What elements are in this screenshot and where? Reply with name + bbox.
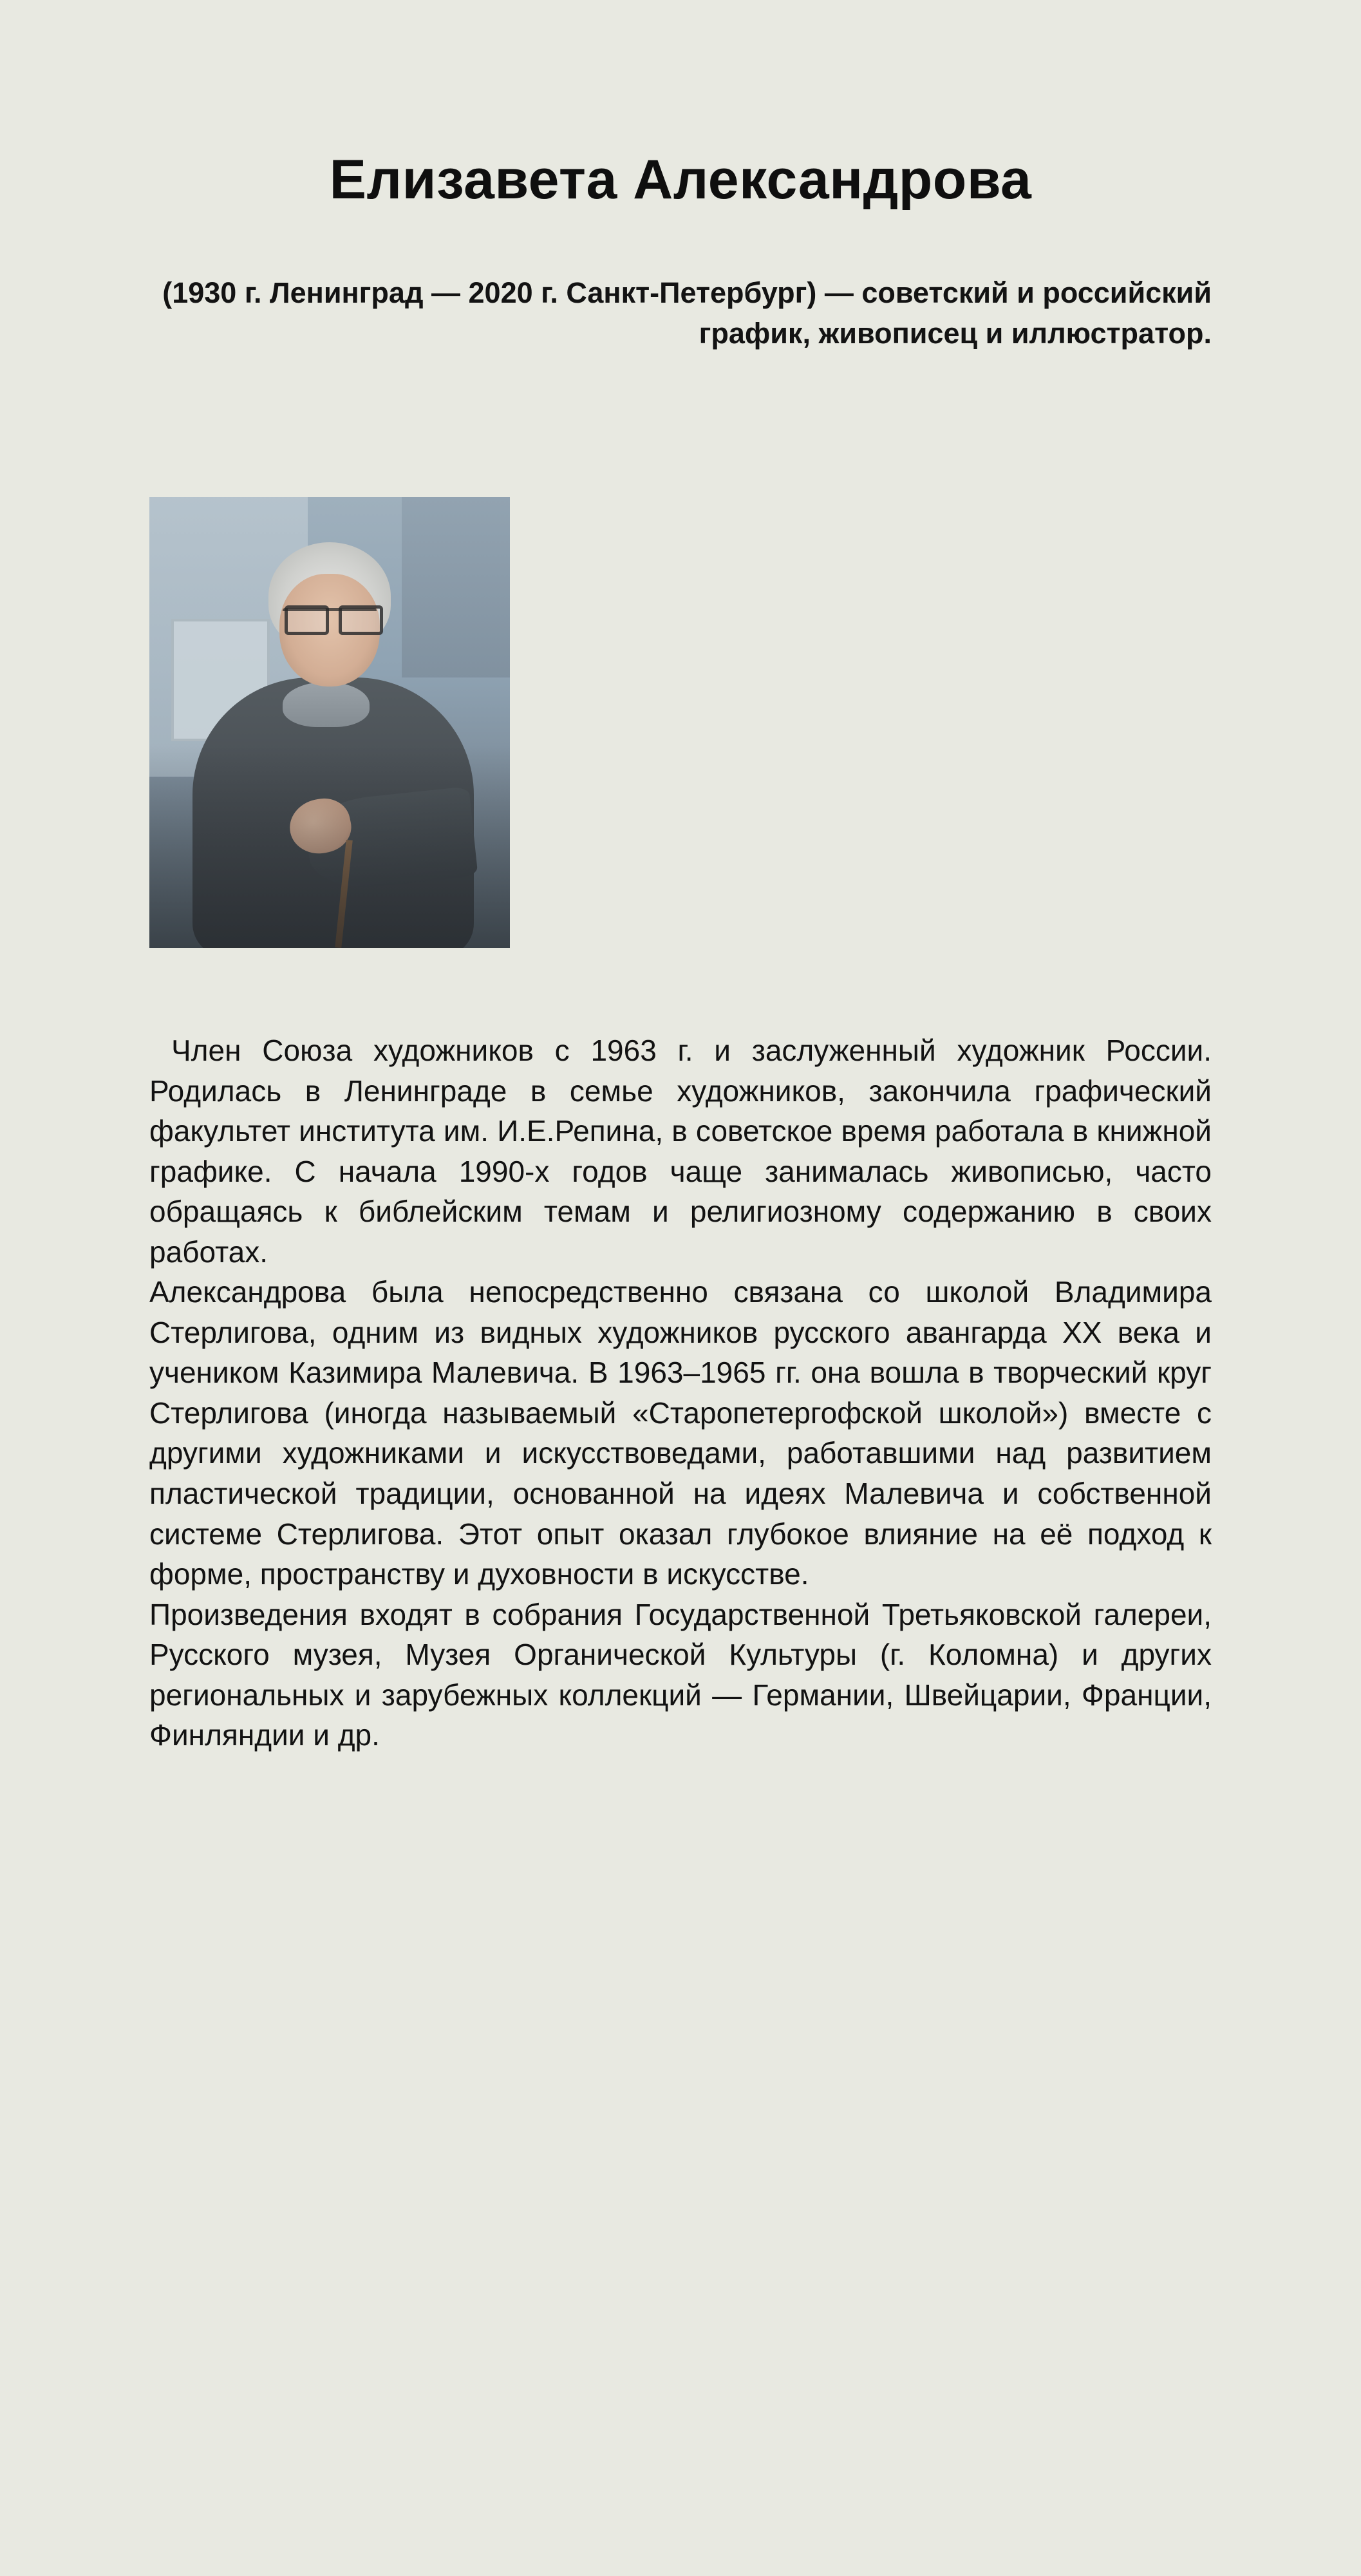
page-title: Елизавета Александрова [329, 149, 1032, 211]
biography-paragraph: Член Союза художников с 1963 г. и заслуженный художник России. Родилась в Ленинграде в семье художников, закончила графический факультет института им. И.Е.Репина, в советское время работала в книжной графике. С начала 1990-х годов чаще занималась живописью, часто обращаясь к библейским темам и религиозному содержанию в своих работах. [149, 1034, 1212, 1269]
photo-vignette [149, 745, 510, 948]
portrait-figure [149, 497, 510, 948]
photo-collar [283, 682, 369, 727]
page-subtitle: (1930 г. Ленинград — 2020 г. Санкт-Петербург) — советский и российский график, живописец и иллюстратор. [162, 276, 1212, 350]
biography-paragraph: Александрова была непосредственно связана со школой Владимира Стерлигова, одним из видных художников русского авангарда XX века и учеником Казимира Малевича. В 1963–1965 гг. она вошла в творческий круг Стерлигова (иногда называемый «Старопетергофской школой») вместе с другими художниками и искусствоведами, работавшими над развитием пластической традиции, основанной на идеях Малевича и собственной системе Стерлигова. Этот опыт оказал глубокое влияние на её подход к форме, пространству и духовности в искусстве. [149, 1275, 1212, 1591]
biography-text [149, 1030, 1212, 1756]
biography-paragraph: Произведения входят в собрания Государственной Третьяковской галереи, Русского музея, Музея Органической Культуры (г. Коломна) и других региональных и зарубежных коллекций — Германии, Швейцарии, Франции, Финляндии и др. [149, 1597, 1212, 1752]
portrait-photo [149, 497, 510, 948]
photo-wall-panel-right [402, 497, 510, 677]
photo-glasses-bridge [283, 608, 377, 630]
